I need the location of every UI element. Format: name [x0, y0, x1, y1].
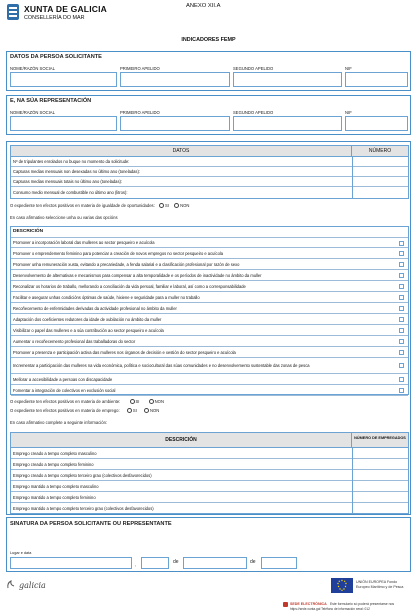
- ambiente-si-radio[interactable]: [130, 399, 135, 404]
- descricion-row-label: Facilitar e asegurar unhas condicións óptimas de saúde, hixiene e seguridade para a muller no traballo: [13, 294, 200, 300]
- emprego-desc-header: [11, 433, 352, 448]
- sede-label: SEDE ELECTRÓNICA: [290, 602, 327, 606]
- sinatura-section: [6, 517, 411, 572]
- descricion-row: [11, 347, 408, 358]
- place-date-label: Lugar e data: [10, 551, 32, 555]
- descricion-checkbox[interactable]: [399, 251, 404, 256]
- descricion-checkbox[interactable]: [399, 377, 404, 382]
- datos-table: [10, 145, 409, 199]
- annex-label: ANEXO XII.A: [186, 3, 221, 9]
- rep-apelido2-field[interactable]: [233, 116, 342, 131]
- descricion-checkbox[interactable]: [399, 262, 404, 267]
- descricion-row: [11, 248, 408, 259]
- label-nif: NIF: [345, 66, 352, 71]
- emprego-column-divider: [352, 448, 353, 513]
- descricion-row: [11, 281, 408, 292]
- xunta-logo-icon: [4, 3, 22, 21]
- descricion-checkbox[interactable]: [399, 350, 404, 355]
- label-apelido2: SEGUNDO APELIDO: [233, 66, 274, 71]
- descricion-checkbox[interactable]: [399, 241, 404, 246]
- descricion-row: [11, 374, 408, 385]
- descricion-checkbox[interactable]: [399, 388, 404, 393]
- eu-flag-icon: [331, 578, 353, 593]
- datos-row-label: Nº de tripulantes enrolados no buque no momento da solicitude:: [13, 159, 130, 164]
- emprego-note: En caso afirmativo complete a seguinte información:: [10, 420, 108, 425]
- emprego-row: [10, 408, 159, 413]
- emprego-table: [10, 432, 409, 514]
- representante-section: [6, 95, 411, 135]
- nif-field[interactable]: [345, 72, 408, 87]
- de-label-1: de: [173, 559, 179, 565]
- day-field[interactable]: [141, 557, 169, 569]
- descricion-row-label: Desenvolvemento de alternativas e mecanismos para compensar a alta temporalidade e os períodos de inactividade no ámbito da muller: [13, 272, 262, 278]
- org-name: XUNTA DE GALICIA: [24, 4, 108, 14]
- descricion-row-label: Aumentar o recoñecemento profesional das traballadoras do sector: [13, 338, 136, 344]
- datos-row-label: Consumo medio mensual de combustible no último ano (litros):: [13, 190, 128, 195]
- descricion-row-label: Promover o emprendemento feminino para potenciar a creación de novos empregos no sector pesqueiro e acuícola: [13, 250, 224, 256]
- label-apelido1: PRIMEIRO APELIDO: [120, 110, 160, 115]
- descricion-row: [11, 237, 408, 248]
- descricion-row: [11, 259, 408, 270]
- descricion-row: [11, 336, 408, 347]
- datos-row: [11, 167, 408, 177]
- descricion-row: [11, 358, 408, 374]
- label-apelido2: SEGUNDO APELIDO: [233, 110, 274, 115]
- numero-header-label: NÚMERO: [368, 148, 392, 154]
- department-name: CONSELLERÍA DO MAR: [24, 15, 85, 21]
- datos-row-label: Capturas medias mensuais non desexadas no último ano (toneladas):: [13, 169, 140, 174]
- descricion-checkbox[interactable]: [399, 273, 404, 278]
- descricion-row: [11, 385, 408, 396]
- solicitante-title: DATOS DA PERSOA SOLICITANTE: [10, 54, 102, 60]
- ambiente-row: [10, 399, 164, 404]
- datos-header: [11, 146, 352, 157]
- emprego-non-label: NON: [149, 408, 160, 413]
- descricion-checkbox[interactable]: [399, 363, 404, 368]
- galicia-logo: [6, 580, 46, 590]
- numero-header: [352, 146, 408, 157]
- emprego-number-input[interactable]: [353, 503, 408, 512]
- apelido2-field[interactable]: [233, 72, 342, 87]
- sede-text: Este formulario só poderá presentarse nos: [330, 602, 395, 606]
- descricion-row: [11, 303, 408, 314]
- emprego-num-header-label: NÚMERO DE EMPREGADOS: [354, 436, 406, 440]
- igualdade-question-row: [10, 203, 409, 211]
- rep-nome-field[interactable]: [10, 116, 117, 131]
- solicitante-section: [6, 51, 411, 91]
- descricion-row-label: Adaptación dos coeficientes redutores da idade de xubilación no ámbito da muller: [13, 316, 162, 322]
- igualdade-si-radio[interactable]: [159, 203, 164, 208]
- numero-input[interactable]: [353, 157, 408, 167]
- igualdade-note: En caso afirmativo seleccione unha ou varias das opcións: [10, 215, 118, 220]
- emprego-num-header: [352, 433, 408, 448]
- label-nome: NOME/RAZÓN SOCIAL: [10, 66, 55, 71]
- datos-row: [11, 157, 408, 167]
- de-label-2: de: [250, 559, 256, 565]
- descricion-row-label: Fomentar a integración de colectivos en exclusión social: [13, 387, 116, 393]
- comma-separator: ,: [135, 562, 137, 567]
- emprego-row-label: Emprego mantido a tempo completo feminino: [13, 494, 96, 500]
- descricion-row-label: Promover a incorporación laboral das mulleres ao sector pesqueiro e acuícola: [13, 240, 155, 245]
- representante-title: E, NA SÚA REPRESENTACIÓN: [10, 98, 92, 104]
- descricion-row-label: Reconalizar os horarios de traballo, mellorando a conciliación da vida persoal, familiar e laboral, así como a corresponsabilidade: [13, 283, 246, 289]
- numero-input[interactable]: [353, 187, 408, 198]
- ambiente-question: O expediente ten efectos positivos en materia de ambiente:: [10, 399, 121, 404]
- descricion-checkbox[interactable]: [399, 284, 404, 289]
- emprego-desc-header-label: DESCRICIÓN: [165, 437, 197, 443]
- month-field[interactable]: [183, 557, 247, 569]
- datos-row: [11, 177, 408, 187]
- page-title: INDICADORES FEMP: [181, 37, 236, 43]
- datos-header-label: DATOS: [172, 148, 190, 154]
- emprego-si-radio[interactable]: [127, 408, 132, 413]
- emprego-row: [11, 492, 408, 503]
- indicadores-section: [6, 141, 411, 515]
- emprego-row: [11, 448, 408, 459]
- igualdade-non-label: NON: [180, 203, 190, 208]
- galicia-logo-icon: [6, 580, 16, 590]
- emprego-number-input[interactable]: [353, 448, 408, 458]
- descricion-checkbox[interactable]: [399, 295, 404, 300]
- descricion-header-label: DESCRICIÓN: [13, 229, 44, 234]
- galicia-brand: galicia: [19, 580, 46, 590]
- apelido1-field[interactable]: [120, 72, 230, 87]
- emprego-row: [11, 470, 408, 481]
- emprego-row: [11, 459, 408, 470]
- descricion-row: [11, 325, 408, 336]
- descricion-checkbox[interactable]: [399, 339, 404, 344]
- emprego-si-label: SI: [132, 408, 137, 413]
- igualdade-non-radio[interactable]: [174, 203, 179, 208]
- descricion-row-label: Recoñecemento de enfermidades derivadas da actividade profesional no ámbito da muller: [13, 305, 177, 311]
- descricion-row-label: Mellorar a accesibilidade a persoas con discapacidade: [13, 376, 113, 382]
- descricion-row: [11, 270, 408, 281]
- nome-field[interactable]: [10, 72, 117, 87]
- emprego-row: [11, 503, 408, 513]
- emprego-number-input[interactable]: [353, 481, 408, 491]
- numero-input[interactable]: [353, 167, 408, 177]
- emprego-number-input[interactable]: [353, 492, 408, 502]
- emprego-row-label: Emprego mantido a tempo completo terceiro grao (colectivos desfavorecidos): [13, 505, 154, 511]
- descricion-table: [10, 226, 409, 395]
- eu-fund-text: UNIÓN EUROPEA Fondo Europeo Marítimo y de Pesca: [356, 580, 404, 589]
- descricion-checkbox[interactable]: [399, 317, 404, 322]
- descricion-row-label: Visibilizar o papel das mulleres e a súa contribución ao sector pesqueiro e acuícola: [13, 327, 164, 333]
- label-nif: NIF: [345, 110, 352, 115]
- datos-row-label: Capturas medias mensuais totais no último ano (toneladas):: [13, 179, 122, 184]
- sinatura-title: SINATURA DA PERSOA SOLICITANTE OU REPRESENTANTE: [10, 521, 172, 527]
- descricion-row: [11, 314, 408, 325]
- label-nome: NOME/RAZÓN SOCIAL: [10, 110, 55, 115]
- descricion-header: [13, 229, 43, 234]
- numero-input[interactable]: [353, 177, 408, 187]
- ambiente-non-label: NON: [154, 399, 164, 404]
- datos-row: [11, 187, 408, 198]
- rep-nif-field[interactable]: [345, 116, 408, 131]
- rep-apelido1-field[interactable]: [120, 116, 230, 131]
- sede-url: https://sede.xunta.gal Teléfono de información xeral: 012: [290, 607, 370, 611]
- emprego-question: O expediente ten efectos positivos en materia de emprego:: [10, 408, 120, 413]
- emprego-number-input[interactable]: [353, 459, 408, 469]
- place-field[interactable]: [10, 557, 132, 569]
- sede-electronica-icon: [283, 602, 288, 607]
- descricion-row-label: Promover unha remuneración xusta, evitando a precariedade, a fenda salarial e a clasificación profesional por razón de sexo: [13, 261, 240, 267]
- descricion-checkbox[interactable]: [399, 328, 404, 333]
- emprego-number-input[interactable]: [353, 470, 408, 480]
- emprego-row-label: Emprego creado a tempo completo masculino: [13, 450, 97, 456]
- emprego-non-radio[interactable]: [144, 408, 149, 413]
- emprego-row-label: Emprego mantido a tempo completo masculino: [13, 483, 99, 489]
- emprego-row-label: Emprego creado a tempo completo terceiro grao (colectivos desfavorecidos): [13, 472, 152, 478]
- igualdade-question: O expediente ten efectos positivos en materia de igualdade de oportunidades:: [10, 203, 155, 208]
- descricion-checkbox[interactable]: [399, 306, 404, 311]
- ambiente-non-radio[interactable]: [149, 399, 154, 404]
- descricion-row: [11, 292, 408, 303]
- igualdade-si-label: SI: [164, 203, 169, 208]
- descricion-row-label: Promover a presenza e participación activa das mulleres nos órganos de decisión e xestión do sector pesqueiro e acuícola: [13, 349, 236, 355]
- emprego-row-label: Emprego creado a tempo completo feminino: [13, 461, 94, 467]
- ambiente-si-label: SI: [135, 399, 140, 404]
- descricion-row-label: Incrementar a participación das mulleres na vida económica, política e sociocultural das súas comunidades e no desenvolvemento sustentable das zonas de pesca: [13, 363, 310, 368]
- label-apelido1: PRIMEIRO APELIDO: [120, 66, 160, 71]
- year-field[interactable]: [261, 557, 297, 569]
- emprego-row: [11, 481, 408, 492]
